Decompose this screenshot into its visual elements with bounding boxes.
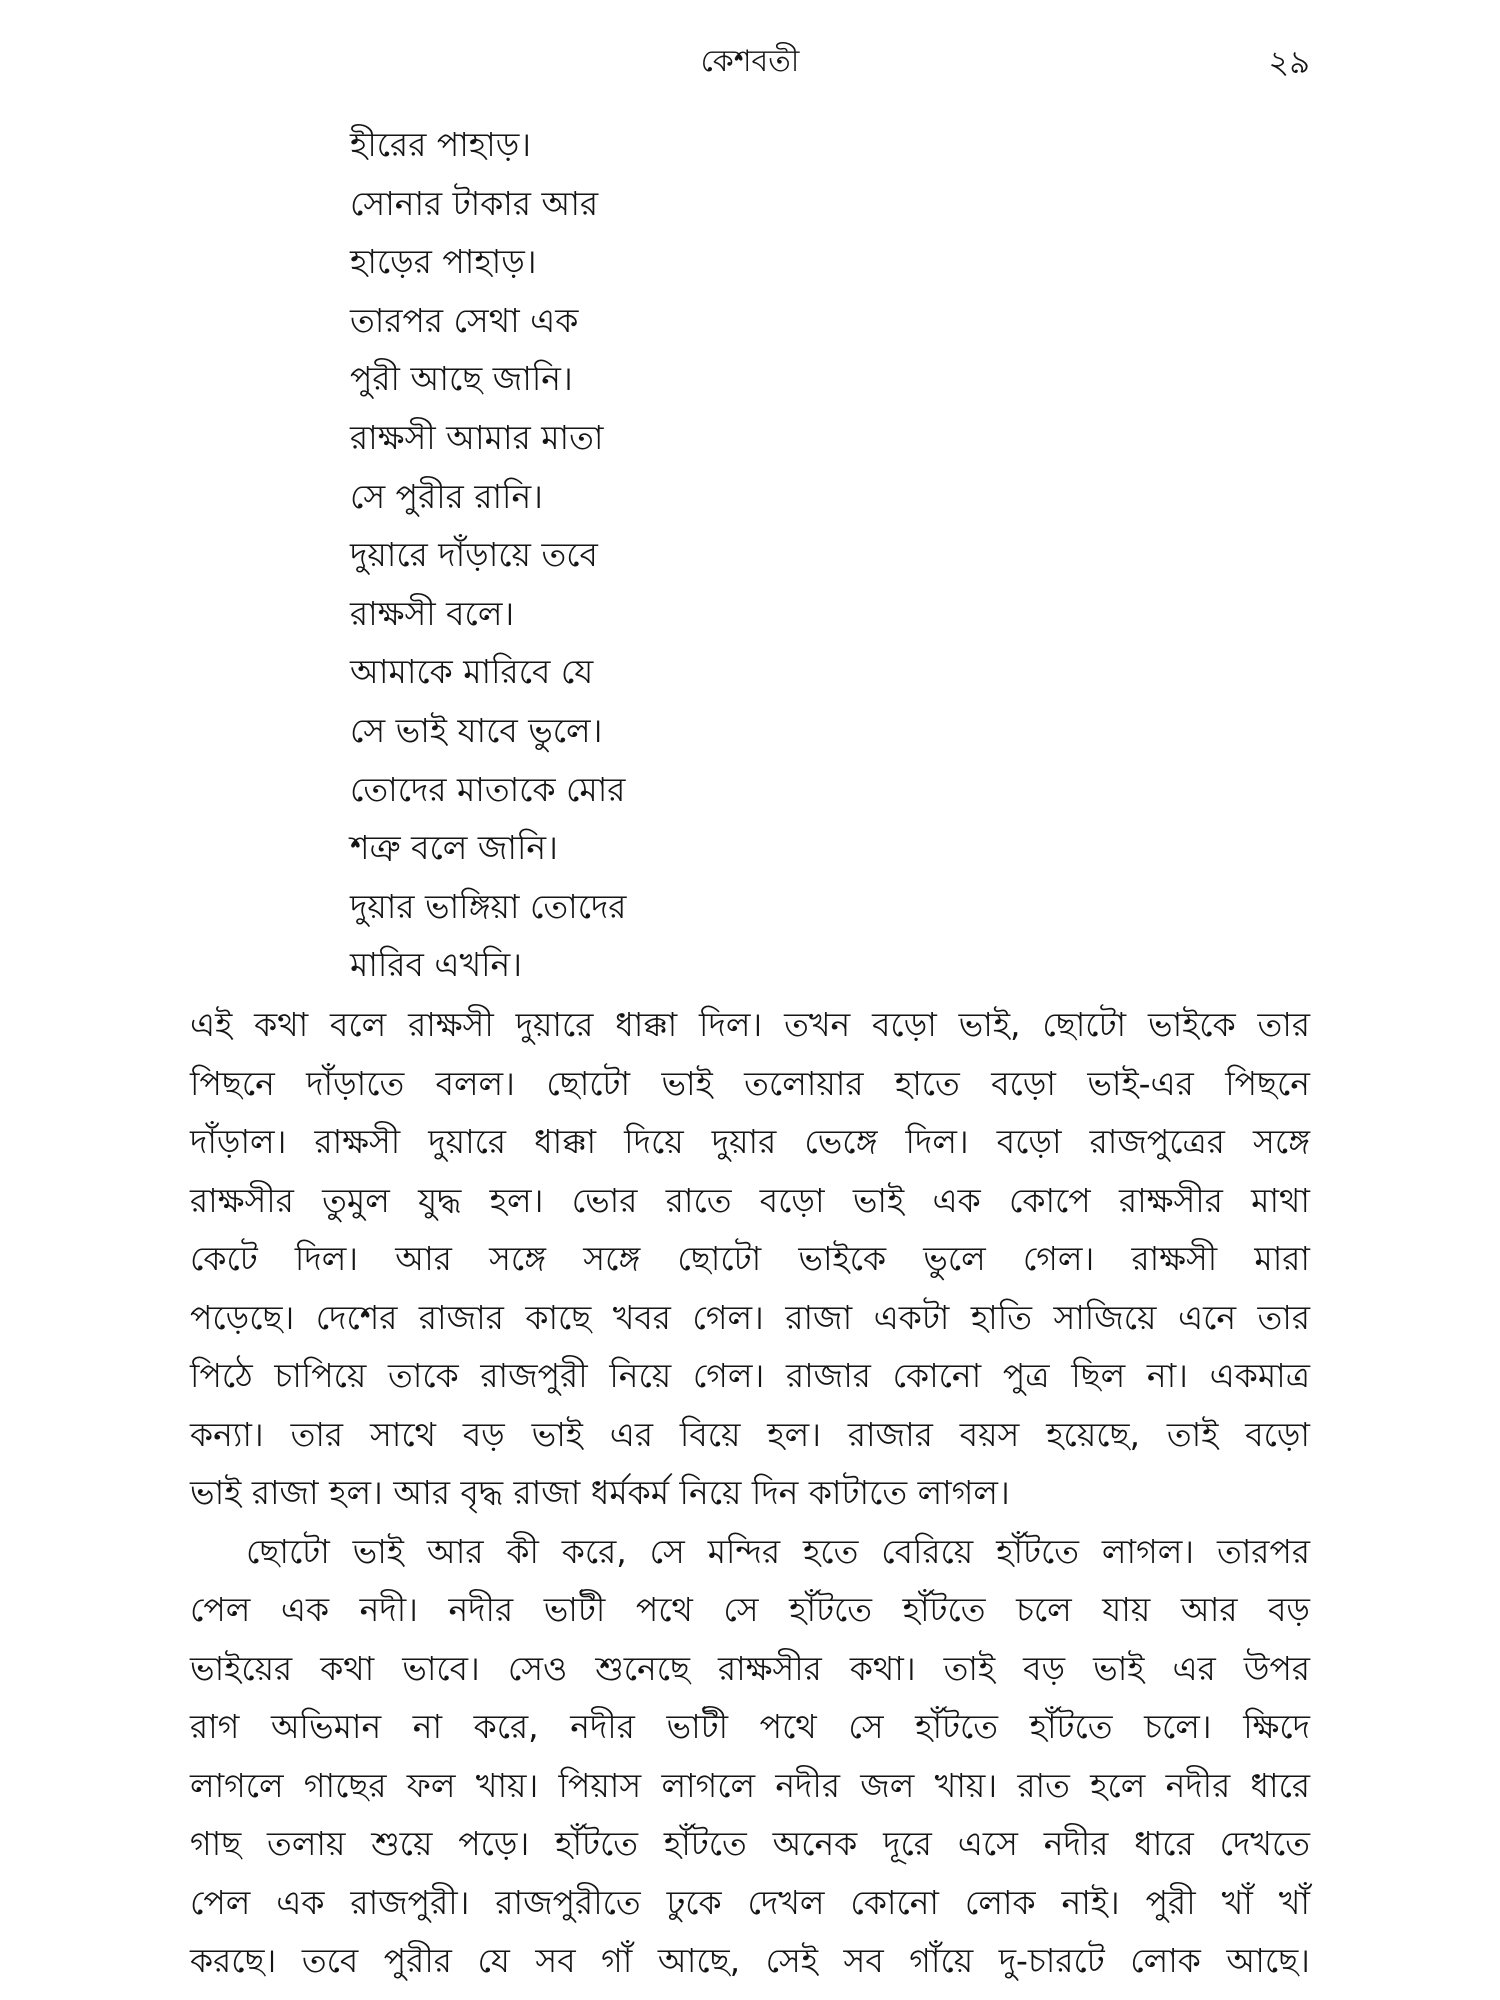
prose-block [190, 996, 1310, 1991]
verse-line: রাক্ষসী বলে। [350, 593, 515, 633]
verse-line: শত্রু বলে জানি। [350, 828, 558, 868]
verse-line: রাক্ষসী আমার মাতা [350, 417, 604, 457]
verse-line: হাড়ের পাহাড়। [350, 242, 537, 282]
text-line: রাগ অভিমান না করে, নদীর ভাটী পথে সে হাঁটতে হাঁটতে চলে। ক্ষিদে [190, 1707, 1310, 1746]
text-line: ভাইয়ের কথা ভাবে। সেও শুনেছে রাক্ষসীর কথা। তাই বড় ভাই এর উপর [190, 1648, 1310, 1688]
text-line: ছোটো ভাই আর কী করে, সে মন্দির হতে বেরিয়ে হাঁটতে লাগল। তারপর [246, 1531, 1310, 1571]
paragraph [190, 996, 1310, 1523]
text-line: কন্যা। তার সাথে বড় ভাই এর বিয়ে হল। রাজার বয়স হয়েছে, তাই বড়ো [190, 1414, 1310, 1454]
text-line: পেল এক নদী। নদীর ভাটী পথে সে হাঁটতে হাঁটতে চলে যায় আর বড় [190, 1590, 1310, 1629]
text-line: পেল এক রাজপুরী। রাজপুরীতে ঢুকে দেখল কোনো লোক নাই। পুরী খাঁ খাঁ [190, 1882, 1310, 1922]
text-line: গাছ তলায় শুয়ে পড়ে। হাঁটতে হাঁটতে অনেক দূরে এসে নদীর ধারে দেখতে [190, 1824, 1310, 1863]
text-line: লাগলে গাছের ফল খায়। পিয়াস লাগলে নদীর জল খায়। রাত হলে নদীর ধারে [190, 1765, 1310, 1805]
text-line: করছে। তবে পুরীর যে সব গাঁ আছে, সেই সব গাঁয়ে দু-চারটে লোক আছে। [190, 1941, 1310, 1980]
text-line: দাঁড়াল। রাক্ষসী দুয়ারে ধাক্কা দিয়ে দুয়ার ভেঙ্গে দিল। বড়ো রাজপুত্রের সঙ্গে [190, 1122, 1310, 1161]
verse-line: সোনার টাকার আর [350, 183, 599, 223]
text-line: এই কথা বলে রাক্ষসী দুয়ারে ধাক্কা দিল। তখন বড়ো ভাই, ছোটো ভাইকে তার [190, 1005, 1310, 1044]
text-line: পিঠে চাপিয়ে তাকে রাজপুরী নিয়ে গেল। রাজার কোনো পুত্র ছিল না। একমাত্র [190, 1356, 1310, 1395]
verse-line: হীরের পাহাড়। [350, 125, 532, 164]
page-number: ২৯ [1268, 43, 1310, 81]
verse-line: দুয়ারে দাঁড়ায়ে তবে [350, 535, 598, 575]
text-line: কেটে দিল। আর সঙ্গে সঙ্গে ছোটো ভাইকে ভুলে গেল। রাক্ষসী মারা [190, 1239, 1310, 1278]
verse-line: দুয়ার ভাঙ্গিয়া তোদের [350, 886, 627, 926]
text-line: পিছনে দাঁড়াতে বলল। ছোটো ভাই তলোয়ার হাতে বড়ো ভাই-এর পিছনে [190, 1063, 1310, 1103]
verse-line: তারপর সেথা এক [350, 300, 579, 340]
running-title: কেশবতী [700, 44, 800, 79]
verse-line: পুরী আছে জানি। [350, 359, 573, 399]
paragraph [190, 1523, 1310, 1991]
verse-line: সে ভাই যাবে ভুলে। [350, 710, 603, 750]
page-header [190, 36, 1310, 96]
verse-line: আমাকে মারিবে যে [350, 652, 594, 692]
verse-line: সে পুরীর রানি। [350, 476, 543, 516]
verse-block [350, 116, 1050, 995]
text-line: পড়েছে। দেশের রাজার কাছে খবর গেল। রাজা একটা হাতি সাজিয়ে এনে তার [190, 1297, 1310, 1337]
verse-line: তোদের মাতাকে মোর [350, 769, 626, 809]
verse-line: মারিব এখনি। [350, 945, 523, 985]
text-line: রাক্ষসীর তুমুল যুদ্ধ হল। ভোর রাতে বড়ো ভাই এক কোপে রাক্ষসীর মাথা [190, 1180, 1310, 1220]
text-line: ভাই রাজা হল। আর বৃদ্ধ রাজা ধর্মকর্ম নিয়ে দিন কাটাতে লাগল। [190, 1473, 1010, 1512]
